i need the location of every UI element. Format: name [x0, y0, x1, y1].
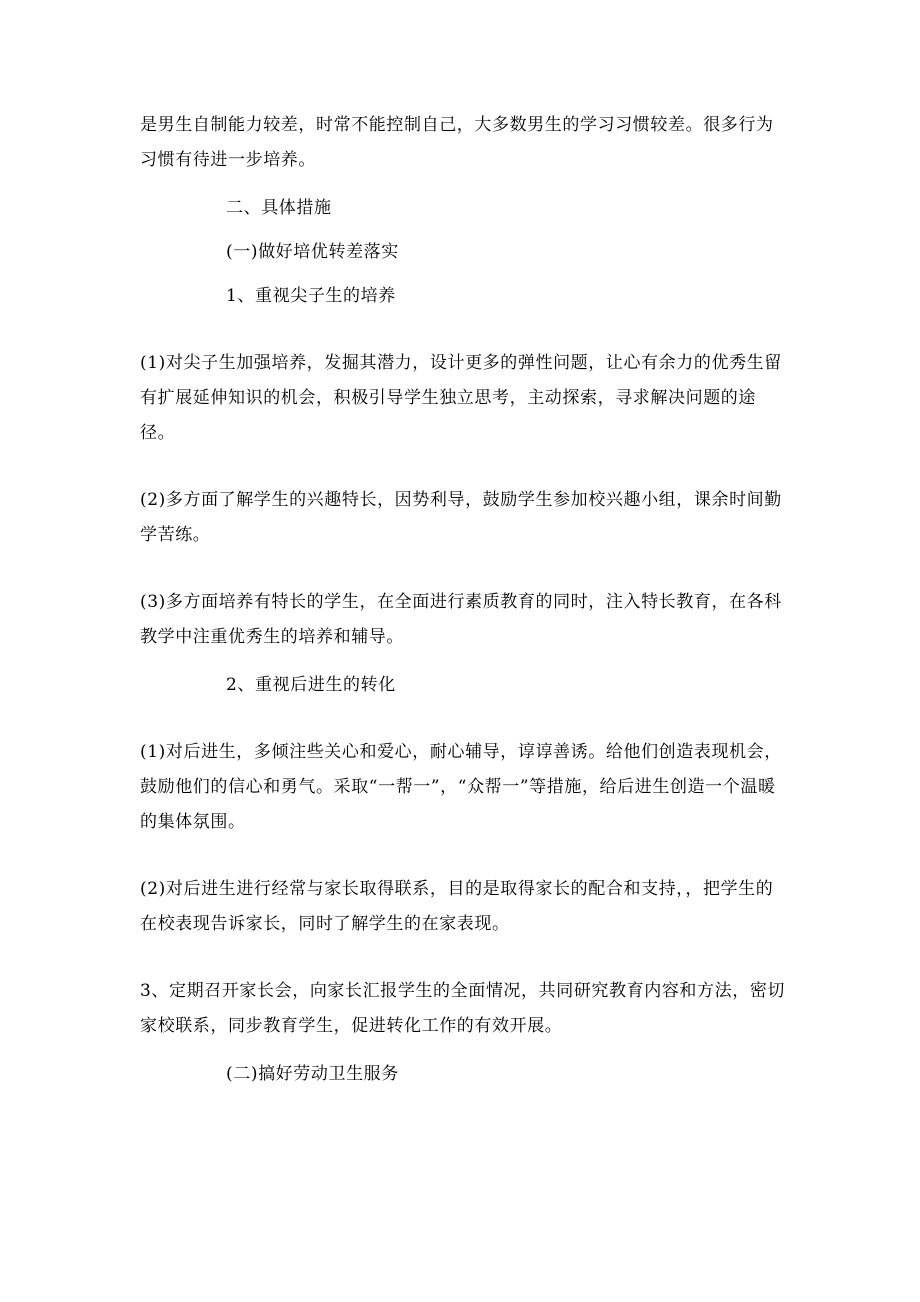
paragraph-weak-students-1: (1)对后进生，多倾注些关心和爱心，耐心辅导，谆谆善诱。给他们创造表现机会，鼓励他们的信心和勇气。采取“一帮一”，“众帮一”等措施，给后进生创造一个温暖的集体氛围。 — [140, 742, 782, 832]
paragraph-weak-students-2: (2)对后进生进行经常与家长取得联系，目的是取得家长的配合和支持，，把学生的在校表现告诉家长，同时了解学生的在家表现。 — [140, 879, 774, 934]
item-heading-top-students: 1、重视尖子生的培养 — [226, 286, 396, 306]
paragraph-top-students-2: (2)多方面了解学生的兴趣特长，因势利导，鼓励学生参加校兴趣小组，课余时间勤学苦练。 — [140, 490, 782, 545]
subheading-training-top-and-transforming-weak: (一)做好培优转差落实 — [226, 242, 399, 262]
subheading-labor-hygiene-service: (二)搞好劳动卫生服务 — [226, 1064, 399, 1084]
document-body — [140, 108, 790, 1092]
paragraph-top-students-3: (3)多方面培养有特长的学生，在全面进行素质教育的同时，注入特长教育，在各科教学中注重优秀生的培养和辅导。 — [140, 592, 782, 647]
paragraph-top-students-1: (1)对尖子生加强培养，发掘其潜力，设计更多的弹性问题，让心有余力的优秀生留有扩展延伸知识的机会，积极引导学生独立思考，主动探索，寻求解决问题的途径。 — [140, 353, 782, 443]
paragraph-intro-continuation: 是男生自制能力较差，时常不能控制自己，大多数男生的学习习惯较差。很多行为习惯有待进一步培养。 — [140, 115, 774, 170]
item-heading-weak-students: 2、重视后进生的转化 — [226, 675, 396, 695]
heading-specific-measures: 二、具体措施 — [226, 198, 332, 218]
paragraph-parent-meetings: 3、定期召开家长会，向家长汇报学生的全面情况，共同研究教育内容和方法，密切家校联系，同步教育学生，促进转化工作的有效开展。 — [140, 981, 786, 1036]
